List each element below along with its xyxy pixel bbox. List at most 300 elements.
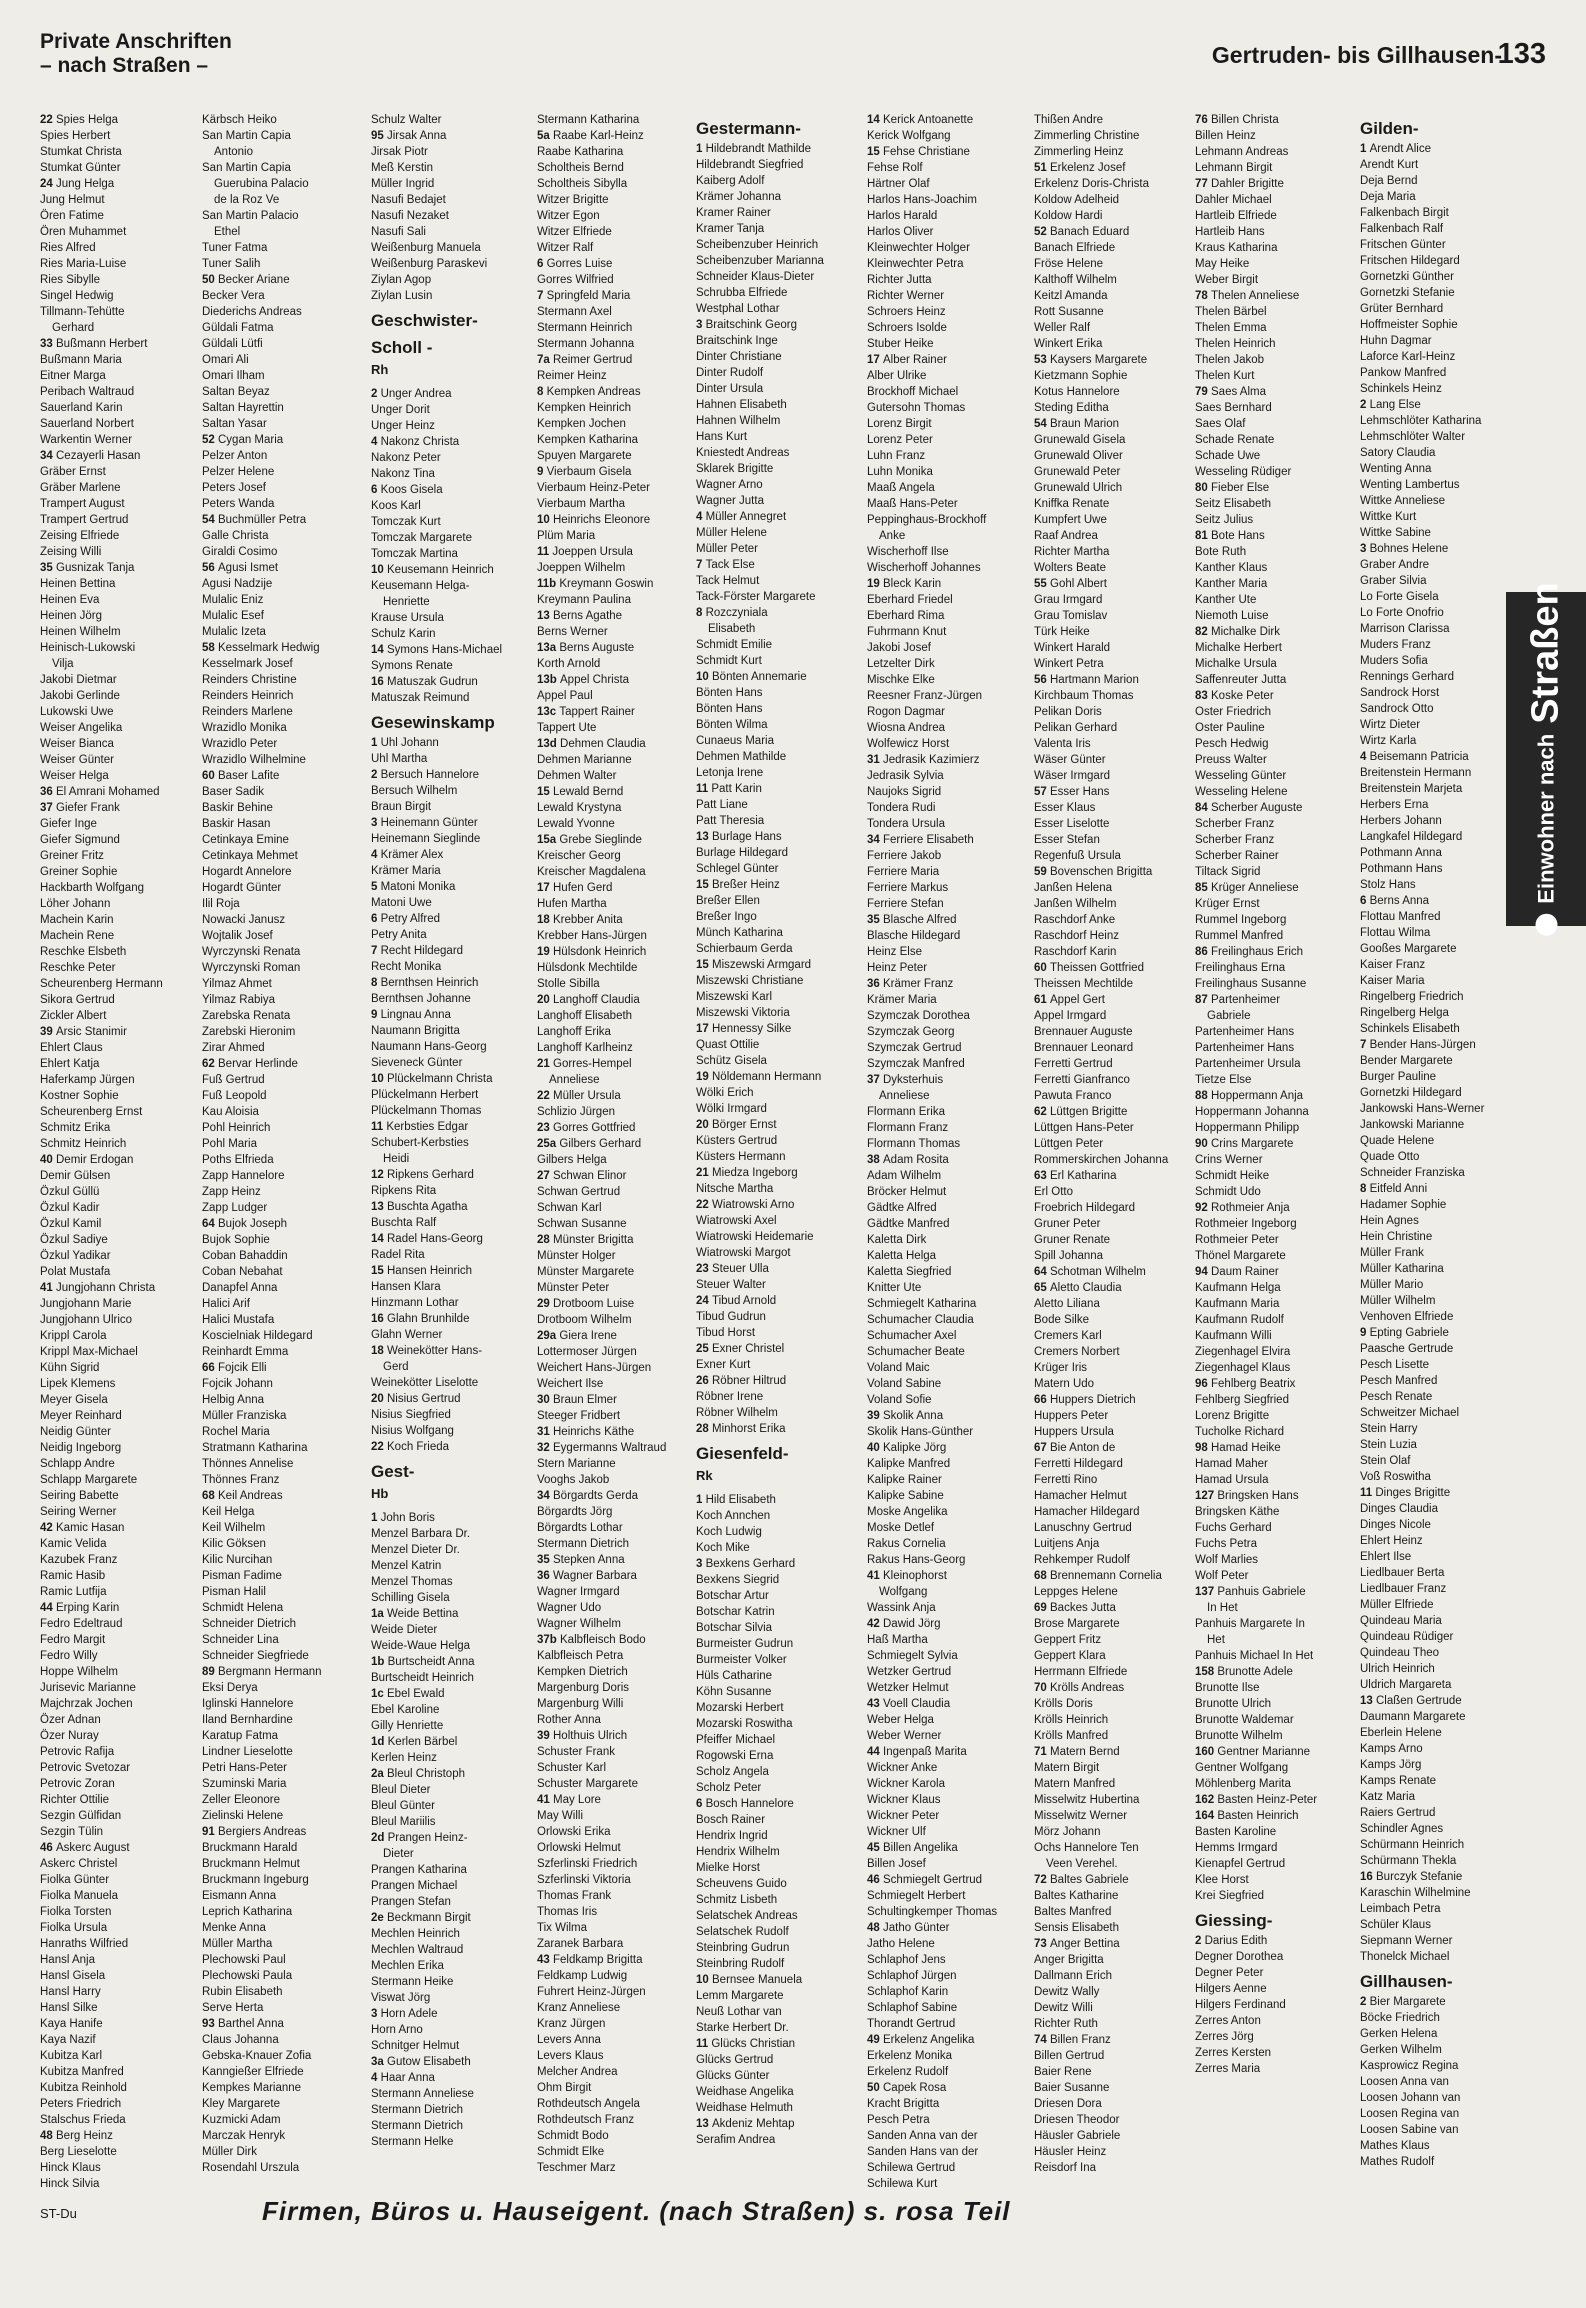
resident-entry bbox=[1034, 1792, 1188, 1808]
resident-name: Scheibenzuber Marianna bbox=[696, 255, 824, 267]
house-number: 42 bbox=[40, 1522, 56, 1534]
resident-entry bbox=[371, 1558, 525, 1574]
resident-name: Orlowski Erika bbox=[537, 1826, 611, 1838]
resident-name: Hamad Heike bbox=[1211, 1442, 1281, 1454]
resident-name: Wyrczynski Roman bbox=[202, 962, 301, 974]
resident-entry bbox=[1034, 1200, 1188, 1216]
resident-name: Luitjens Anja bbox=[1034, 1538, 1100, 1550]
resident-name: Stermann Helke bbox=[371, 2136, 454, 2148]
resident-name: John Boris bbox=[380, 1512, 435, 1524]
resident-entry bbox=[1034, 1984, 1188, 2000]
resident-entry bbox=[1360, 429, 1514, 445]
resident-entry bbox=[1195, 1184, 1349, 1200]
resident-entry bbox=[1195, 176, 1349, 192]
house-number: 58 bbox=[202, 642, 218, 654]
resident-entry bbox=[40, 1088, 194, 1104]
resident-name: Regenfuß Ursula bbox=[1034, 850, 1121, 862]
resident-entry bbox=[371, 1926, 525, 1942]
resident-name: Rothmeier Ingeborg bbox=[1195, 1218, 1297, 1230]
resident-entry bbox=[867, 592, 1021, 608]
resident-entry bbox=[1360, 397, 1514, 413]
resident-name: Kerlen Heinz bbox=[371, 1752, 437, 1764]
resident-entry bbox=[371, 1279, 525, 1295]
resident-name: Jatho Günter bbox=[883, 1922, 950, 1934]
resident-entry bbox=[1360, 717, 1514, 733]
resident-name: Jakobi Gerlinde bbox=[40, 690, 120, 702]
resident-name: Knitter Ute bbox=[867, 1282, 922, 1294]
resident-entry bbox=[1034, 368, 1188, 384]
resident-name: Loosen Anna van bbox=[1360, 2076, 1449, 2088]
resident-name: Koch Frieda bbox=[387, 1441, 450, 1453]
resident-entry bbox=[696, 1165, 850, 1181]
resident-name: Huppers Peter bbox=[1034, 1410, 1109, 1422]
resident-name: Eitner Marga bbox=[40, 370, 106, 382]
resident-entry bbox=[867, 1360, 1021, 1376]
resident-name: Hamad Ursula bbox=[1195, 1474, 1269, 1486]
resident-name: Beisemann Patricia bbox=[1369, 751, 1469, 763]
resident-name: Zeising Elfriede bbox=[40, 530, 120, 542]
resident-name: Özkul Sadiye bbox=[40, 1234, 108, 1246]
resident-entry bbox=[537, 1968, 691, 1984]
house-number: 79 bbox=[1195, 386, 1211, 398]
resident-entry bbox=[1034, 256, 1188, 272]
resident-entry bbox=[40, 1680, 194, 1696]
resident-entry bbox=[1195, 224, 1349, 240]
resident-entry bbox=[867, 1344, 1021, 1360]
resident-entry bbox=[202, 1408, 356, 1424]
resident-name: Luhn Franz bbox=[867, 450, 926, 462]
resident-entry bbox=[40, 1056, 194, 1072]
resident-entry bbox=[371, 879, 525, 895]
resident-name: Brunotte Ulrich bbox=[1195, 1698, 1272, 1710]
resident-entry bbox=[1195, 800, 1349, 816]
house-number: 72 bbox=[1034, 1874, 1050, 1886]
resident-name: Hülsdonk Mechtilde bbox=[537, 962, 638, 974]
resident-name: Szymczak Manfred bbox=[867, 1058, 965, 1070]
resident-entry bbox=[202, 1136, 356, 1152]
house-number: 60 bbox=[1034, 962, 1050, 974]
resident-name: Haß Martha bbox=[867, 1634, 928, 1646]
resident-name: Raschdorf Anke bbox=[1034, 914, 1116, 926]
resident-name: Mischke Elke bbox=[867, 674, 935, 686]
resident-entry bbox=[40, 336, 194, 352]
resident-name: Partenheimer Hans bbox=[1195, 1026, 1295, 1038]
resident-entry bbox=[867, 304, 1021, 320]
resident-name: Esser Liselotte bbox=[1034, 818, 1110, 830]
resident-name: Billen Heinz bbox=[1195, 130, 1256, 142]
resident-entry bbox=[371, 642, 525, 658]
resident-entry bbox=[371, 208, 525, 224]
resident-name: Kau Aloisia bbox=[202, 1106, 259, 1118]
resident-entry bbox=[40, 768, 194, 784]
resident-name: Krölls Manfred bbox=[1034, 1730, 1109, 1742]
resident-entry bbox=[537, 384, 691, 400]
resident-entry bbox=[867, 976, 1021, 992]
resident-entry bbox=[867, 2160, 1021, 2176]
entry-continuation: Veen Verehel. bbox=[1046, 1858, 1118, 1870]
resident-name: Kumpfert Uwe bbox=[1034, 514, 1107, 526]
resident-entry bbox=[1034, 656, 1188, 672]
resident-name: Hamacher Hildegard bbox=[1034, 1506, 1140, 1518]
resident-name: Ries Alfred bbox=[40, 242, 96, 254]
resident-entry bbox=[537, 912, 691, 928]
resident-entry bbox=[40, 720, 194, 736]
resident-entry bbox=[40, 928, 194, 944]
resident-entry bbox=[696, 2116, 850, 2132]
resident-name: Schumacher Claudia bbox=[867, 1314, 974, 1326]
resident-entry bbox=[1034, 480, 1188, 496]
resident-name: Wesseling Günter bbox=[1195, 770, 1287, 782]
resident-entry bbox=[1195, 944, 1349, 960]
resident-entry bbox=[40, 912, 194, 928]
resident-name: Bringsken Hans bbox=[1217, 1490, 1299, 1502]
resident-entry bbox=[1360, 829, 1514, 845]
street-heading: Gestermann- bbox=[696, 119, 801, 138]
resident-name: Miszewski Christiane bbox=[696, 975, 804, 987]
resident-entry bbox=[867, 896, 1021, 912]
resident-entry bbox=[1195, 1872, 1349, 1888]
house-number: 11 bbox=[537, 546, 553, 558]
resident-entry bbox=[867, 1552, 1021, 1568]
resident-name: Hansl Silke bbox=[40, 2002, 98, 2014]
resident-entry bbox=[537, 2048, 691, 2064]
resident-entry bbox=[202, 1344, 356, 1360]
resident-entry bbox=[1195, 2045, 1349, 2061]
resident-name: Saes Olaf bbox=[1195, 418, 1246, 430]
resident-entry bbox=[40, 256, 194, 272]
resident-entry bbox=[867, 1184, 1021, 1200]
resident-entry bbox=[537, 368, 691, 384]
house-number: 14 bbox=[867, 114, 883, 126]
house-number: 52 bbox=[1034, 226, 1050, 238]
resident-entry bbox=[1034, 1392, 1188, 1408]
resident-name: Kalipke Manfred bbox=[867, 1458, 951, 1470]
resident-entry bbox=[696, 429, 850, 445]
resident-name: Oster Friedrich bbox=[1195, 706, 1272, 718]
resident-entry bbox=[696, 1588, 850, 1604]
house-number: 13c bbox=[537, 706, 560, 718]
resident-name: Wolf Peter bbox=[1195, 1570, 1249, 1582]
resident-entry bbox=[371, 2022, 525, 2038]
house-number: 20 bbox=[371, 1393, 387, 1405]
resident-entry bbox=[1034, 1616, 1188, 1632]
resident-name: Hülsdonk Heinrich bbox=[553, 946, 647, 958]
directory-column bbox=[371, 112, 525, 2150]
resident-entry bbox=[537, 768, 691, 784]
resident-name: Thönnes Annelise bbox=[202, 1458, 294, 1470]
resident-entry bbox=[696, 445, 850, 461]
resident-name: Nisius Siegfried bbox=[371, 1409, 451, 1421]
resident-name: Matern Birgit bbox=[1034, 1762, 1100, 1774]
resident-name: Dyksterhuis bbox=[883, 1074, 944, 1086]
resident-entry bbox=[1195, 1328, 1349, 1344]
entry-continuation: Anneliese bbox=[549, 1074, 600, 1086]
resident-name: Backes Jutta bbox=[1050, 1602, 1116, 1614]
resident-entry bbox=[202, 784, 356, 800]
resident-name: Tondera Ursula bbox=[867, 818, 945, 830]
house-number: 37b bbox=[537, 1634, 561, 1646]
resident-name: Schneider Siegfriede bbox=[202, 1650, 309, 1662]
resident-entry bbox=[1195, 960, 1349, 976]
resident-entry bbox=[1034, 544, 1188, 560]
resident-entry bbox=[867, 464, 1021, 480]
house-number: 15 bbox=[371, 1265, 387, 1277]
resident-name: Dewitz Wally bbox=[1034, 1986, 1100, 1998]
resident-name: Wetzker Gertrud bbox=[867, 1666, 952, 1678]
resident-name: Deja Bernd bbox=[1360, 175, 1418, 187]
resident-entry bbox=[371, 658, 525, 674]
resident-name: Hamad Maher bbox=[1195, 1458, 1268, 1470]
resident-name: Peters Friedrich bbox=[40, 2098, 122, 2110]
resident-name: Skolik Anna bbox=[883, 1410, 944, 1422]
resident-name: Fehlberg Beatrix bbox=[1211, 1378, 1296, 1390]
house-number: 11 bbox=[696, 2038, 712, 2050]
resident-name: Pisman Halil bbox=[202, 1586, 266, 1598]
resident-entry bbox=[371, 2118, 525, 2134]
house-number: 13 bbox=[696, 831, 712, 843]
side-tab-big: Straßen bbox=[1524, 582, 1567, 724]
resident-name: Thelen Anneliese bbox=[1211, 290, 1300, 302]
resident-entry bbox=[867, 1536, 1021, 1552]
resident-entry bbox=[202, 1392, 356, 1408]
resident-entry bbox=[1360, 1245, 1514, 1261]
resident-name: Löher Johann bbox=[40, 898, 111, 910]
resident-name: Claßen Gertrude bbox=[1376, 1695, 1462, 1707]
resident-name: Botschar Silvia bbox=[696, 1622, 773, 1634]
resident-entry bbox=[537, 1008, 691, 1024]
resident-entry bbox=[202, 2016, 356, 2032]
resident-entry bbox=[202, 1568, 356, 1584]
resident-entry bbox=[371, 1830, 525, 1846]
resident-entry bbox=[867, 736, 1021, 752]
resident-name: Krämer Maria bbox=[867, 994, 937, 1006]
resident-name: Scholz Angela bbox=[696, 1766, 769, 1778]
resident-entry bbox=[202, 1504, 356, 1520]
resident-entry bbox=[537, 192, 691, 208]
resident-name: Basten Heinz-Peter bbox=[1217, 1794, 1318, 1806]
resident-name: Breitenstein Marjeta bbox=[1360, 783, 1463, 795]
resident-name: Ochs Hannelore Ten bbox=[1034, 1842, 1139, 1854]
resident-entry bbox=[537, 592, 691, 608]
resident-name: Moske Detlef bbox=[867, 1522, 935, 1534]
resident-entry bbox=[40, 1760, 194, 1776]
resident-name: Hendrix Wilhelm bbox=[696, 1846, 780, 1858]
resident-name: Driesen Dora bbox=[1034, 2098, 1102, 2110]
house-number: 29a bbox=[537, 1330, 560, 1342]
resident-name: Röbner Irene bbox=[696, 1391, 764, 1403]
resident-entry bbox=[371, 1798, 525, 1814]
resident-name: Jungjohann Ulrico bbox=[40, 1314, 133, 1326]
resident-entry bbox=[371, 751, 525, 767]
resident-entry bbox=[1360, 1421, 1514, 1437]
resident-name: Lemm Margarete bbox=[696, 1990, 784, 2002]
house-number: 42 bbox=[867, 1618, 883, 1630]
resident-entry bbox=[1195, 1296, 1349, 1312]
entry-continuation: Gabriele bbox=[1207, 1010, 1251, 1022]
directory-column bbox=[40, 112, 194, 2192]
resident-name: Reinders Marlene bbox=[202, 706, 293, 718]
resident-name: Ziylan Lusin bbox=[371, 290, 433, 302]
resident-entry bbox=[202, 576, 356, 592]
resident-name: Burmeister Volker bbox=[696, 1654, 787, 1666]
resident-entry bbox=[867, 1472, 1021, 1488]
resident-name: Askerc Christel bbox=[40, 1858, 118, 1870]
resident-entry bbox=[696, 1133, 850, 1149]
resident-entry bbox=[537, 1040, 691, 1056]
resident-entry bbox=[1360, 525, 1514, 541]
resident-name: Glücks Gertrud bbox=[696, 2054, 774, 2066]
resident-entry bbox=[1195, 1744, 1349, 1760]
resident-name: Eitfeld Anni bbox=[1369, 1183, 1428, 1195]
resident-name: Müller Katharina bbox=[1360, 1263, 1444, 1275]
resident-entry bbox=[202, 1776, 356, 1792]
resident-name: Stumkat Christa bbox=[40, 146, 122, 158]
resident-name: Zimmerling Heinz bbox=[1034, 146, 1124, 158]
resident-name: Scheurenberg Ernst bbox=[40, 1106, 143, 1118]
resident-entry bbox=[40, 1376, 194, 1392]
resident-entry bbox=[537, 1568, 691, 1584]
resident-entry bbox=[1195, 752, 1349, 768]
house-number: 50 bbox=[867, 2082, 883, 2094]
resident-name: Ulrich Heinrich bbox=[1360, 1663, 1435, 1675]
house-number: 19 bbox=[696, 1071, 712, 1083]
resident-entry bbox=[202, 768, 356, 784]
resident-name: Bersuch Wilhelm bbox=[371, 785, 458, 797]
resident-entry bbox=[371, 1439, 525, 1455]
resident-entry bbox=[696, 1405, 850, 1421]
resident-name: Schierbaum Gerda bbox=[696, 943, 793, 955]
resident-name: Trampert August bbox=[40, 498, 125, 510]
resident-entry bbox=[1195, 1440, 1349, 1456]
resident-name: Plückelmann Herbert bbox=[371, 1089, 479, 1101]
resident-entry bbox=[1195, 1728, 1349, 1744]
house-number: 14 bbox=[371, 1233, 387, 1245]
resident-name: Fröse Helene bbox=[1034, 258, 1104, 270]
house-number: 34 bbox=[40, 450, 56, 462]
resident-entry bbox=[1195, 1981, 1349, 1997]
resident-entry bbox=[696, 1812, 850, 1828]
resident-entry bbox=[202, 1824, 356, 1840]
side-tab-small: Einwohner nach bbox=[1533, 733, 1558, 904]
house-number: 34 bbox=[537, 1490, 553, 1502]
resident-name: Wrazidlo Monika bbox=[202, 722, 287, 734]
resident-entry bbox=[1034, 1120, 1188, 1136]
house-number: 28 bbox=[537, 1234, 553, 1246]
resident-name: Kaufmann Maria bbox=[1195, 1298, 1280, 1310]
resident-name: Tix Wilma bbox=[537, 1922, 588, 1934]
resident-name: Billen Josef bbox=[867, 1858, 926, 1870]
resident-entry bbox=[40, 1840, 194, 1856]
resident-entry bbox=[1034, 336, 1188, 352]
house-number: 35 bbox=[867, 914, 883, 926]
resident-name: Hilgers Aenne bbox=[1195, 1983, 1267, 1995]
resident-name: Stolle Sibilla bbox=[537, 978, 600, 990]
resident-entry bbox=[1034, 1408, 1188, 1424]
resident-entry bbox=[40, 1344, 194, 1360]
resident-name: Agusi Nadzije bbox=[202, 578, 273, 590]
house-number: 8 bbox=[371, 977, 381, 989]
resident-entry bbox=[537, 160, 691, 176]
resident-name: Bruckmann Ingeburg bbox=[202, 1874, 309, 1886]
resident-entry bbox=[696, 1572, 850, 1588]
resident-entry bbox=[1360, 1533, 1514, 1549]
house-number: 6 bbox=[371, 484, 381, 496]
house-number: 160 bbox=[1195, 1746, 1218, 1758]
resident-name: Erkelenz Angelika bbox=[883, 2034, 975, 2046]
resident-name: Türk Heike bbox=[1034, 626, 1090, 638]
house-number: 8 bbox=[537, 386, 547, 398]
resident-name: Mörz Johann bbox=[1034, 1826, 1101, 1838]
resident-entry bbox=[696, 973, 850, 989]
resident-entry bbox=[371, 799, 525, 815]
resident-name: Grüter Bernhard bbox=[1360, 303, 1444, 315]
resident-entry bbox=[537, 1136, 691, 1152]
resident-name: Ferriere Stefan bbox=[867, 898, 944, 910]
resident-entry bbox=[40, 2048, 194, 2064]
resident-entry bbox=[1360, 253, 1514, 269]
resident-name: Lehmann Andreas bbox=[1195, 146, 1289, 158]
resident-name: Sikora Gertrud bbox=[40, 994, 115, 1006]
resident-entry bbox=[1195, 1360, 1349, 1376]
resident-name: Kleinophorst bbox=[883, 1570, 947, 1582]
resident-entry bbox=[537, 1488, 691, 1504]
resident-entry bbox=[1360, 1613, 1514, 1629]
resident-name: Loosen Sabine van bbox=[1360, 2124, 1459, 2136]
resident-name: Krause Ursula bbox=[371, 612, 444, 624]
resident-entry bbox=[1360, 1453, 1514, 1469]
resident-entry bbox=[202, 2144, 356, 2160]
resident-entry bbox=[867, 960, 1021, 976]
resident-name: Eberhard Rima bbox=[867, 610, 945, 622]
resident-name: Reesner Franz-Jürgen bbox=[867, 690, 983, 702]
resident-entry bbox=[867, 320, 1021, 336]
house-number: 11 bbox=[696, 783, 712, 795]
resident-entry bbox=[371, 1215, 525, 1231]
resident-name: Mozarski Herbert bbox=[696, 1702, 784, 1714]
resident-name: Schmidt Udo bbox=[1195, 1186, 1261, 1198]
header-title: Private Anschriften bbox=[40, 30, 232, 53]
resident-name: Daumann Margarete bbox=[1360, 1711, 1466, 1723]
resident-name: Dahler Brigitte bbox=[1211, 178, 1284, 190]
house-number: 1 bbox=[696, 1494, 706, 1506]
resident-entry bbox=[696, 381, 850, 397]
resident-name: Ingenpaß Marita bbox=[883, 1746, 967, 1758]
resident-name: Seiring Werner bbox=[40, 1506, 117, 1518]
resident-name: Kamic Velida bbox=[40, 1538, 107, 1550]
resident-entry bbox=[202, 2128, 356, 2144]
resident-entry bbox=[1034, 672, 1188, 688]
resident-name: Bender Hans-Jürgen bbox=[1369, 1039, 1476, 1051]
resident-entry bbox=[40, 2000, 194, 2016]
resident-entry bbox=[371, 1007, 525, 1023]
resident-name: Plechowski Paula bbox=[202, 1970, 293, 1982]
house-number: 2 bbox=[1360, 399, 1370, 411]
resident-entry bbox=[202, 992, 356, 1008]
house-number: 29 bbox=[537, 1298, 553, 1310]
house-number: 8 bbox=[1360, 1183, 1370, 1195]
house-number: 6 bbox=[1360, 895, 1370, 907]
resident-entry bbox=[40, 1408, 194, 1424]
resident-name: Müller Elfriede bbox=[1360, 1599, 1434, 1611]
resident-name: Voß Roswitha bbox=[1360, 1471, 1431, 1483]
resident-entry bbox=[371, 1327, 525, 1343]
resident-entry bbox=[867, 816, 1021, 832]
resident-name: Herbers Erna bbox=[1360, 799, 1429, 811]
resident-name: Neuß Lothar van bbox=[696, 2006, 782, 2018]
resident-entry bbox=[1034, 960, 1188, 976]
resident-name: Schmitz Erika bbox=[40, 1122, 111, 1134]
house-number: 59 bbox=[1034, 866, 1050, 878]
